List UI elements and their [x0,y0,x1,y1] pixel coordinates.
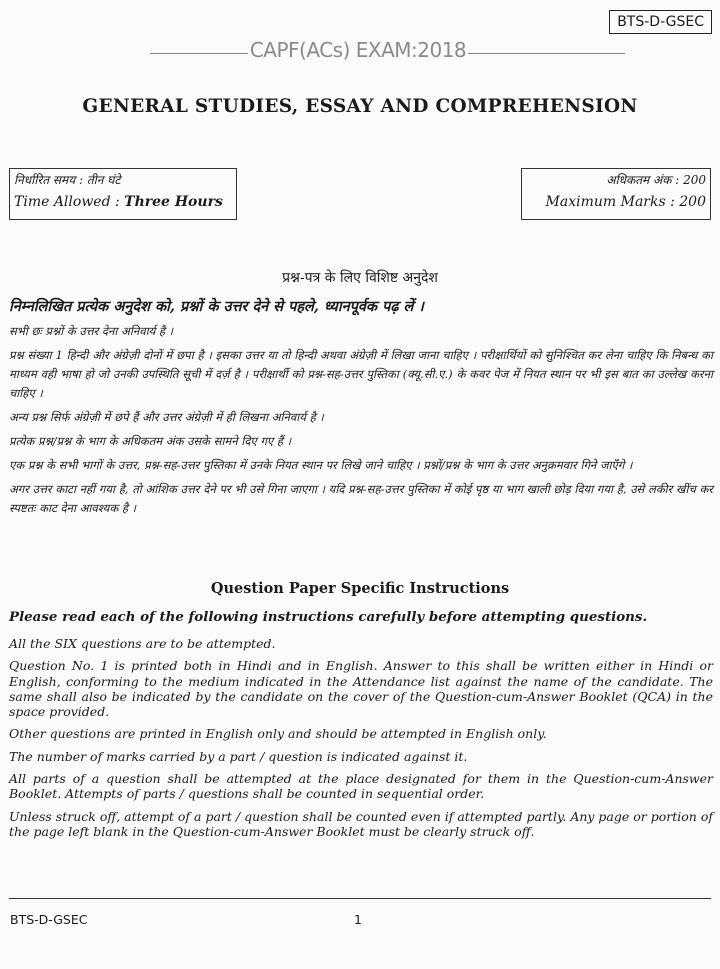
hindi-instruction-6: अगर उत्तर काटा नहीं गया है, तो आंशिक उत्तर देने पर भी उसे गिना जाएगा । यदि प्रश्न-सह-उत्तर पुस्तिका में कोई पृष्ठ या भाग खाली छोड़ दिया गया है, उसे लकीर खींच कर स्पष्टतः काट देना आवश्यक है । [9,482,713,515]
hindi-instruction-3: अन्य प्रश्न सिर्फ अंग्रेज़ी में छपे हैं और उत्तर अंग्रेज़ी में ही लिखना अनिवार्य है । [9,410,324,424]
english-instructions-lead: Please read each of the following instructions carefully before attempting questions. [9,609,648,625]
maximum-marks-hindi: अधिकतम अंक : 200 [606,173,706,187]
hindi-instructions-lead: निम्नलिखित प्रत्येक अनुदेश को, प्रश्नों के उत्तर देने से पहले, ध्यानपूर्वक पढ़ लें । [9,298,424,315]
time-allowed-hindi: निर्धारित समय : तीन घंटे [14,173,121,187]
time-allowed-english [10,191,236,213]
maximum-marks-english: Maximum Marks : 200 [545,194,706,210]
paper-title: GENERAL STUDIES, ESSAY AND COMPREHENSION [82,96,638,117]
page-number: 1 [354,912,362,927]
footer-paper-code: BTS-D-GSEC [10,912,88,927]
hindi-instruction-5: एक प्रश्न के सभी भागों के उत्तर, प्रश्न-सह-उत्तर पुस्तिका में उनके नियत स्थान पर लिखे जाने चाहिए । प्रश्नों/प्रश्न के भाग के उत्तर अनुक्रमवार गिने जाएँगे । [9,458,633,472]
english-instruction-6: Unless struck off, attempt of a part / question shall be counted even if attempted partly. Any page or portion of the page left blank in the Question-cum-Answer Booklet must be clearly struck off. [9,808,713,839]
english-instructions-list [9,636,713,846]
exam-header [0,36,720,68]
footer-divider [9,898,711,899]
english-instructions-heading: Question Paper Specific Instructions [210,580,510,597]
time-allowed-value: Three Hours [124,194,223,210]
english-instruction-3: Other questions are printed in English only and should be attempted in English only. [9,726,547,742]
english-instruction-5: All parts of a question shall be attempted at the place designated for them in the Question-cum-Answer Booklet. Attempts of parts / questions shall be counted in sequential order. [9,771,713,802]
hindi-instruction-4: प्रत्येक प्रश्न/प्रश्न के भाग के अधिकतम अंक उसके सामने दिए गए हैं । [9,434,292,448]
maximum-marks-box [521,168,711,220]
english-instruction-2: Question No. 1 is printed both in Hindi and in English. Answer to this shall be written either in Hindi or English, conforming to the medium indicated in the Attendance list against the name of the candidate. The same shall also be indicated by the candidate on the cover of the Question-cum-Answer Booklet (QCA) in the space provided. [9,658,713,720]
english-instruction-4: The number of marks carried by a part / question is indicated against it. [9,748,468,764]
time-allowed-box [9,168,237,220]
english-instruction-1: All the SIX questions are to be attempted. [9,636,276,651]
time-allowed-label: Time Allowed : [14,194,125,210]
hindi-instruction-2: प्रश्न संख्या 1 हिन्दी और अंग्रेज़ी दोनों में छपा है । इसका उत्तर या तो हिन्दी अथवा अंग्रेज़ी में लिखा जाना चाहिए । परीक्षार्थियों को सुनिश्चित कर लेना चाहिए कि निबन्ध का माध्यम वही भाषा हो जो उनकी उपस्थिति सूची में दर्ज़ है । परीक्षार्थी को प्रश्न-सह-उत्तर पुस्तिका (क्यू.सी.ए.) के कवर पेज में नियत स्थान पर भी इस बात का उल्लेख करना चाहिए । [9,348,713,400]
exam-name: CAPF(ACs) EXAM:2018 [249,38,467,62]
paper-code-box: BTS-D-GSEC [609,10,712,34]
hindi-instruction-1: सभी छः प्रश्नों के उत्तर देना अनिवार्य है । [9,324,174,338]
hindi-instructions-heading: प्रश्न-पत्र के लिए विशिष्ट अनुदेश [282,270,438,286]
hindi-instructions-list [9,322,713,523]
